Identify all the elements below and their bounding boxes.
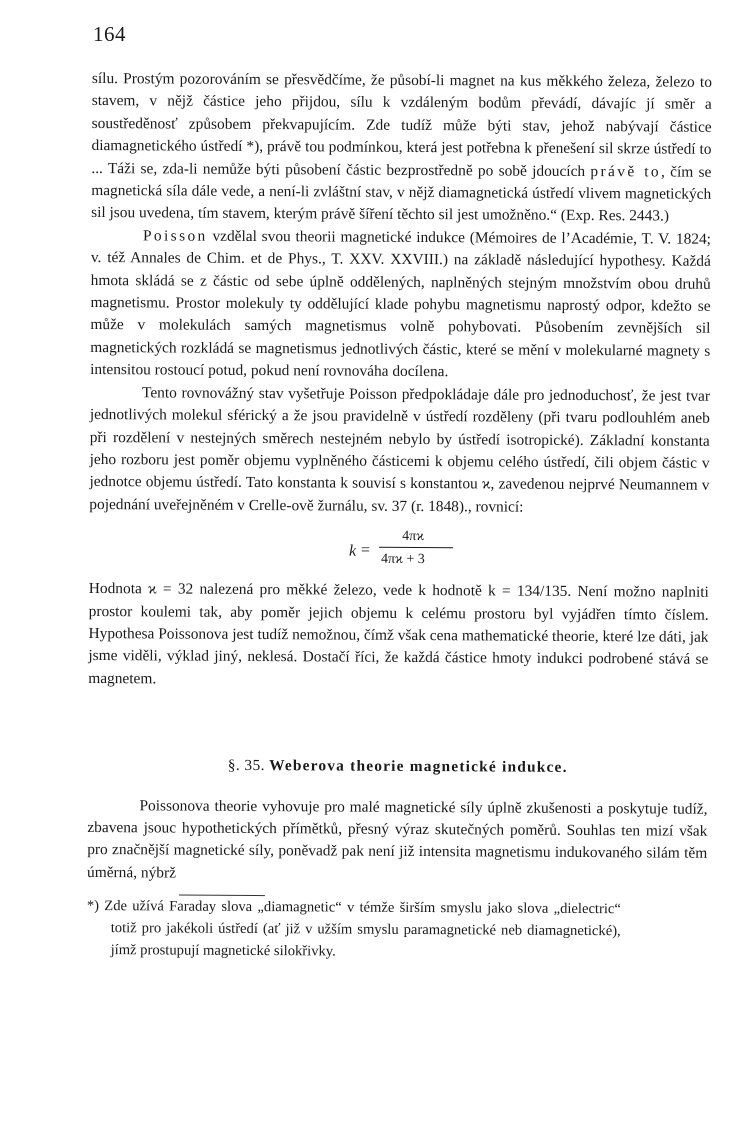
paragraph-iron-value: Hodnota ϰ = 32 nalezená pro měkké železo, vede k hodnotě k = 134/135. Není možno naplniti prostor koulemi tak, aby poměr jejich objemu k celému prostoru byl vyjádřen tímto číslem. Hypothesa Poissonova jest tudíž nemožnou, čímž však cena mathematické theorie, které lze dáti, jak jsme viděli, výklad jiný, neklesá. Dostačí říci, že každá částice hmoty indukci podrobené stává se magnetem. [88, 580, 709, 688]
spaced-emphasis: právě to [590, 162, 662, 181]
paragraph-text: sílu. Prostým pozorováním se přesvědčíme, že působí-li magnet na kus měkkého železa, železo to stavem, v nějž částice jeho přijdou, sílu k vzdáleným bodům převádí, dávajíc jí směr a soustředěnosť způsobem překvapujícím. Zde tudíž může býti stav, jehož nabývají částice diamagnetického ústředí *), právě tou podmínkou, která jest potřebna k přenešení sil skrze ústředí to ... Táži se, zda-li nemůže býti působení částic bezprostředně po sobě jdoucích [91, 69, 712, 180]
page-body [87, 68, 712, 965]
footnote [87, 895, 621, 964]
equation-lhs: k [349, 542, 357, 560]
equation-denominator: 4πϰ + 3 [380, 551, 425, 568]
equation-numerator: 4πϰ [402, 529, 425, 545]
section-heading [88, 754, 708, 780]
author-name-poisson: Poisson [142, 227, 208, 245]
equation-k [89, 524, 709, 578]
section-number: §. 35. [227, 756, 265, 775]
page-number: 164 [93, 22, 126, 46]
section-title: Weberova theorie magnetické indukce. [269, 757, 568, 777]
footnote-text: Zde užívá Faraday slova „diamagnetic“ v témže širším smyslu jako slova „dielectric“ totiž pro jakékoli ústředí (ať již v užším smyslu paramagnetické neb diamagnetické), jímž prostupují magnetické silokřivky. [99, 898, 621, 960]
paragraph-text: vzdělal svou theorii magnetické indukce (Mémoires de l’Académie, T. V. 1824; v. též Annales de Chim. et de Phys., T. XXV. XXVIII.) na základě následující hypothesy. Každá hmota skládá se z částic od sebe úplně oddělených, naplněných stejným množstvím obou druhů magnetismu. Prostor molekuly ty oddělující klade pohybu magnetismu naprostý odpor, kdežto se může v molekulách samých magnetismus volně pohybovati. Působením zevnějších sil magnetických rozkládá se magnetismus jednotlivých částic, které se mění v molekularné magnety s intensitou rostoucí potud, pokud není rovnováha docílena. [90, 227, 712, 381]
paragraph-poisson-theory [90, 225, 711, 386]
footnote-marker: *) [86, 898, 100, 915]
paragraph-weber-intro: Poissonova theorie vyhovuje pro malé magnetické síly úplně zkušenosti a poskytuje tudíž, zbavena jsouc hypothetických přímětků, přesný výraz skutečných poměrů. Souhlas ten mizí však pro značnější magnetické síly, poněvadž pak není již intensita magnetismu indukovaného silám těm úměrná, nýbrž [87, 796, 708, 882]
paragraph-equilibrium: Tento rovnovážný stav vyšetřuje Poisson předpokládaje dále pro jednoduchosť, že jest tvar jednotlivých molekul sférický a že jsou pravidelně v ústředí rozděleny (při tvaru podlouhlém aneb při rozdělení v nestejných směrech nestejném nebylo by ústředí isotropické). Základní konstanta jeho rozboru jest poměr objemu vyplněného částicemi k objemu celého ústředí, čili objem částic v jednotce objemu ústředí. Tato konstanta k souvisí s konstantou ϰ, zavedenou nejprvé Neumannem v pojednání uveřejněném v Crelle-ově žurnálu, sv. 37 (r. 1848)., rovnicí: [89, 383, 711, 516]
equation-equals: = [361, 541, 371, 559]
paragraph-text: , čím se magnetická síla dále vede, a není-li zvláštní stav, v nějž diamagnetická ústředí vlivem magnetických sil jsou uvedena, tím stavem, kterým právě šíření těchto sil jest umožněno.“ (Exp. Res. 2443.) [91, 163, 712, 225]
paragraph-faraday-quote [91, 68, 712, 229]
